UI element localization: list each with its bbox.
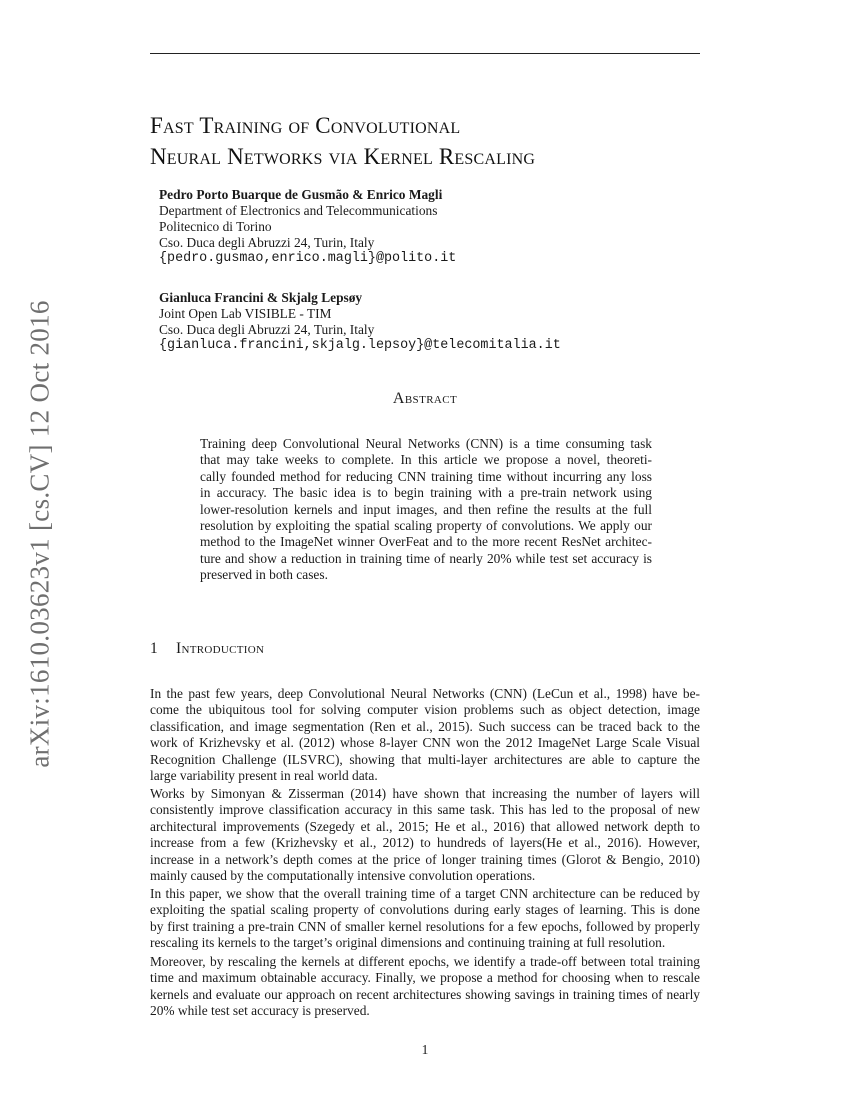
abstract-heading: Abstract: [392, 390, 458, 407]
abstract-line: preserved in both cases.: [200, 567, 328, 583]
author-affiliation: Joint Open Lab VISIBLE - TIM: [159, 306, 332, 321]
author-block-2: [159, 290, 699, 354]
paragraph-line: time and maximum obtainable accuracy. Finally, we propose a method for choosing when to rescale: [150, 970, 700, 986]
author-names: Gianluca Francini & Skjalg Lepsøy: [159, 290, 363, 305]
title-line-2: Neural Networks via Kernel Rescaling: [150, 144, 536, 169]
paragraph-line: 20% while test set accuracy is preserved.: [150, 1003, 370, 1019]
paragraph-line: kernels and evaluate our approach on recent architectures showing savings in training times of nearly: [150, 986, 700, 1002]
author-address: Cso. Duca degli Abruzzi 24, Turin, Italy: [159, 322, 375, 337]
author-affiliation: Politecnico di Torino: [159, 219, 272, 234]
paper-title: [150, 110, 710, 172]
author-names: Pedro Porto Buarque de Gusmão & Enrico Magli: [159, 187, 443, 202]
abstract-line: that may take weeks to complete. In this article we propose a novel, theoreti-: [200, 452, 652, 468]
paragraph-line: Works by Simonyan & Zisserman (2014) have shown that increasing the number of layers will: [150, 786, 700, 801]
abstract-line: Training deep Convolutional Neural Networks (CNN) is a time consuming task: [200, 436, 652, 451]
abstract-line: resolution by exploiting the spatial scaling property of convolutions. We apply our: [200, 518, 652, 534]
title-line-1: Fast Training of Convolutional: [150, 113, 461, 138]
author-address: Cso. Duca degli Abruzzi 24, Turin, Italy: [159, 235, 375, 250]
paragraph-line: large variability present in real world data.: [150, 768, 378, 784]
paragraph-1: [150, 686, 700, 784]
paragraph-line: by first training a pre-train CNN of smaller kernel resolutions for a few epochs, followed by properly: [150, 918, 700, 934]
paragraph-line: increase in a network’s depth comes at the price of longer training times (Glorot & Bengio, 2010): [150, 851, 700, 867]
abstract-line: lower-resolution kernels and input images, and then refine the results at the full: [200, 501, 652, 517]
arxiv-identifier[interactable]: arXiv:1610.03623v1 [cs.CV] 12 Oct 2016: [24, 300, 55, 768]
paragraph-line: classification, and image segmentation (Ren et al., 2015). Such success can be traced back to the: [150, 718, 700, 734]
paragraph-line: Recognition Challenge (ILSVRC), showing that multi-layer architectures are able to capture the: [150, 751, 700, 767]
author-affiliation: Department of Electronics and Telecommunications: [159, 203, 438, 218]
abstract-line: method to the ImageNet winner OverFeat and to the more recent ResNet architec-: [200, 534, 652, 550]
top-rule: [150, 53, 700, 54]
paragraph-line: mainly caused by the computationally intensive convolution operations.: [150, 868, 536, 884]
paragraph-3: [150, 886, 700, 952]
paragraph-line: In the past few years, deep Convolutional Neural Networks (CNN) (LeCun et al., 1998) have be-: [150, 686, 700, 701]
paragraph-line: come the ubiquitous tool for solving computer vision problems such as object detection, image: [150, 702, 700, 718]
abstract-body: [200, 436, 652, 584]
abstract-line: in accuracy. The basic idea is to begin training with a pre-train network using: [200, 485, 652, 501]
paragraph-line: rescaling its kernels to the target’s original dimensions and continuing training at full resolution.: [150, 935, 666, 951]
paragraph-2: [150, 786, 700, 884]
paragraph-line: In this paper, we show that the overall training time of a target CNN architecture can be reduced by: [150, 886, 700, 901]
page-number: 1: [421, 1042, 429, 1057]
abstract-line: cally founded method for reducing CNN training time without incurring any loss: [200, 468, 652, 484]
paragraph-line: exploiting the spatial scaling property of convolutions during early stages of learning. This is done: [150, 902, 700, 918]
paragraph-line: architectural improvements (Szegedy et al., 2015; He et al., 2016) that allowed network depth to: [150, 818, 700, 834]
section-heading: [150, 640, 264, 658]
section-number: 1: [150, 640, 159, 657]
paragraph-line: increase from a few (Krizhevsky et al., 2012) to hundreds of layers(He et al., 2016). However,: [150, 835, 700, 851]
paragraph-line: Moreover, by rescaling the kernels at different epochs, we identify a trade-off between total training: [150, 954, 700, 969]
paragraph-line: consistently improve classification accuracy in this same task. This has led to the proposal of new: [150, 802, 700, 818]
author-block-1: [159, 187, 699, 267]
paragraph-4: [150, 954, 700, 1020]
author-email[interactable]: {gianluca.francini,skjalg.lepsoy}@telecomitalia.it: [159, 338, 561, 353]
author-email[interactable]: {pedro.gusmao,enrico.magli}@polito.it: [159, 251, 457, 266]
section-title: Introduction: [176, 640, 265, 657]
paragraph-line: work of Krizhevsky et al. (2012) whose 8-layer CNN won the 2012 ImageNet Large Scale Visual: [150, 735, 700, 751]
abstract-line: ture and show a reduction in training time of nearly 20% while test set accuracy is: [200, 550, 652, 566]
